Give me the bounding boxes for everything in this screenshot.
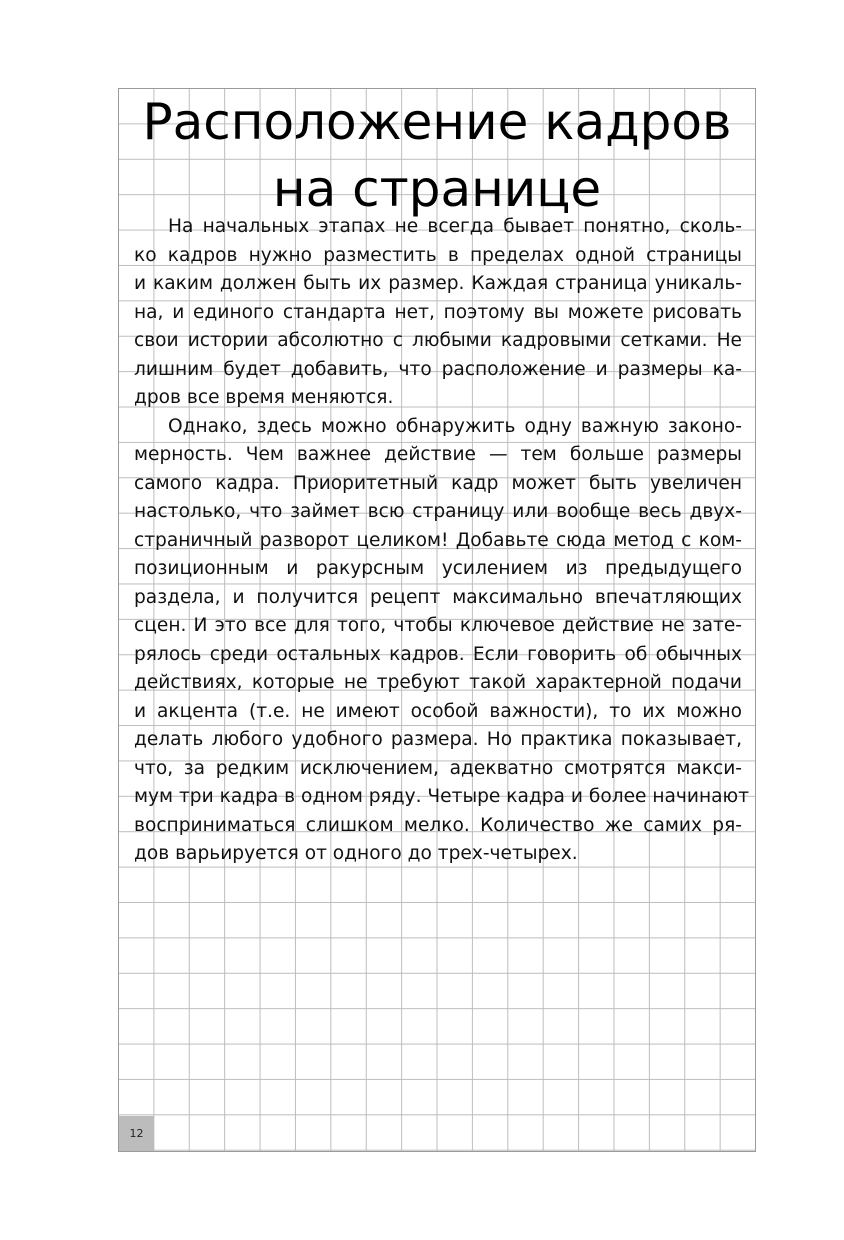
text-line: сцен. И это все для того, чтобы ключевое действие не зате-: [134, 615, 742, 636]
text-line: и каким должен быть их размер. Каждая страница уникаль-: [134, 273, 742, 294]
text-line: лишним будет добавить, что расположение и размеры ка-: [134, 358, 742, 380]
text-line: На начальных этапах не всегда бывает понятно, сколь-: [168, 216, 742, 237]
paragraph-1: [134, 213, 742, 413]
text-line: дов варьируется от одного до трех-четырех.: [134, 843, 578, 864]
text-line: настолько, что займет всю страницу или вообще весь двух-: [134, 501, 742, 522]
page-title-line-1: Расположение кадров: [142, 93, 732, 151]
text-line: что, за редким исключением, адекватно смотрятся макси-: [134, 757, 742, 779]
page-title-line-2: на странице: [272, 160, 602, 218]
page-number-box: [119, 1116, 154, 1151]
text-line: рялось среди остальных кадров. Если говорить об обычных: [134, 643, 742, 665]
text-line: восприниматься слишком мелко. Количество же самих ря-: [134, 814, 742, 836]
text-line: раздела, и получится рецепт максимально впечатляющих: [134, 586, 742, 608]
text-line: свои истории абсолютно с любыми кадровыми сетками. Не: [134, 330, 742, 351]
text-line: мум три кадра в одном ряду. Четыре кадра и более начинают: [134, 786, 750, 807]
page-number: 12: [129, 1127, 144, 1140]
text-line: и акцента (т.е. не имеют особой важности), то их можно: [134, 700, 742, 722]
text-line: действиях, которые не требуют такой характерной подачи: [134, 672, 742, 693]
text-line: Однако, здесь можно обнаружить одну важную законо-: [168, 415, 742, 437]
body-text: [134, 213, 750, 869]
text-line: мерность. Чем важнее действие — тем больше размеры: [134, 444, 742, 465]
text-line: на, и единого стандарта нет, поэтому вы можете рисовать: [134, 301, 742, 323]
text-line: дров все время меняются.: [134, 387, 394, 408]
text-line: страничный разворот целиком! Добавьте сюда метод с ком-: [134, 529, 742, 551]
text-line: позиционным и ракурсным усилением из предыдущего: [134, 558, 742, 579]
text-line: делать любого удобного размера. Но практика показывает,: [134, 729, 742, 750]
paragraph-2: [134, 413, 750, 869]
text-line: ко кадров нужно разместить в пределах одной страницы: [134, 244, 742, 266]
text-line: самого кадра. Приоритетный кадр может быть увеличен: [134, 472, 742, 494]
